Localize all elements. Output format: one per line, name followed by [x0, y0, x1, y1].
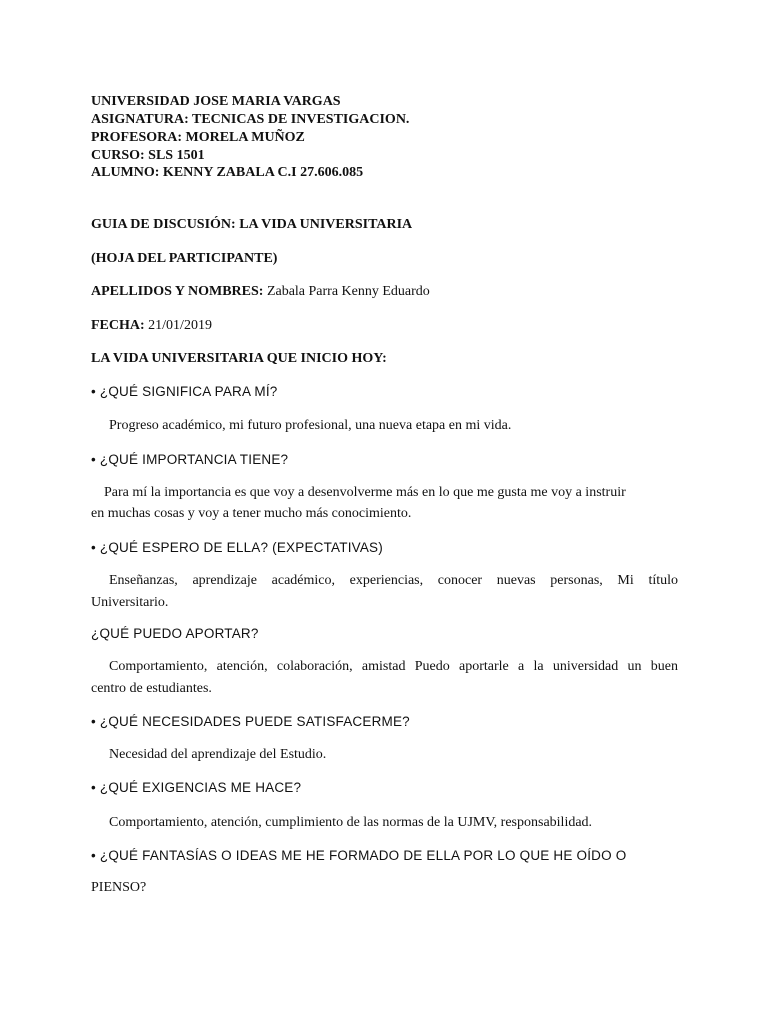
answer-expectations-line1: Enseñanzas, aprendizaje académico, experiencias, conocer nuevas personas, Mi título [109, 573, 678, 588]
answer-contribution-line2: centro de estudiantes. [91, 681, 212, 696]
question-fantasies-line1: • ¿QUÉ FANTASÍAS O IDEAS ME HE FORMADO DE ELLA POR LO QUE HE OÍDO O [91, 848, 627, 863]
answer-needs: Necesidad del aprendizaje del Estudio. [109, 747, 327, 762]
section-heading: LA VIDA UNIVERSITARIA QUE INICIO HOY: [91, 351, 387, 366]
answer-contribution [91, 656, 678, 700]
answer-demands: Comportamiento, atención, cumplimiento de las normas de la UJMV, responsabilidad. [109, 815, 593, 830]
university-name: UNIVERSIDAD JOSE MARIA VARGAS [91, 94, 341, 109]
student-line: ALUMNO: KENNY ZABALA C.I 27.606.085 [91, 165, 364, 180]
date-value: 21/01/2019 [144, 318, 212, 333]
question-contribution: ¿QUÉ PUEDO APORTAR? [91, 626, 259, 641]
names-value: Zabala Parra Kenny Eduardo [263, 284, 430, 299]
date-line [91, 317, 212, 335]
names-line [91, 283, 430, 301]
subject-line: ASIGNATURA: TECNICAS DE INVESTIGACION. [91, 112, 410, 127]
guide-subtitle: (HOJA DEL PARTICIPANTE) [91, 251, 278, 266]
question-meaning: • ¿QUÉ SIGNIFICA PARA MÍ? [91, 384, 278, 399]
answer-meaning: Progreso académico, mi futuro profesional, una nueva etapa en mi vida. [109, 418, 512, 433]
names-label: APELLIDOS Y NOMBRES: [91, 284, 264, 299]
guide-title: GUIA DE DISCUSIÓN: LA VIDA UNIVERSITARIA [91, 217, 413, 232]
question-importance: • ¿QUÉ IMPORTANCIA TIENE? [91, 452, 289, 467]
question-fantasies-line2: PIENSO? [91, 880, 147, 895]
answer-importance-line1: Para mí la importancia es que voy a desenvolverme más en lo que me gusta me voy a instruir [104, 485, 626, 500]
date-label: FECHA: [91, 318, 145, 333]
course-line: CURSO: SLS 1501 [91, 148, 205, 163]
question-expectations: • ¿QUÉ ESPERO DE ELLA? (EXPECTATIVAS) [91, 540, 383, 555]
answer-expectations [91, 570, 678, 614]
answer-expectations-line2: Universitario. [91, 595, 169, 610]
answer-contribution-line1: Comportamiento, atención, colaboración, amistad Puedo aportarle a la universidad un buen [109, 659, 678, 674]
answer-importance-line2: en muchas cosas y voy a tener mucho más conocimiento. [91, 506, 412, 521]
teacher-line: PROFESORA: MORELA MUÑOZ [91, 130, 305, 145]
question-demands: • ¿QUÉ EXIGENCIAS ME HACE? [91, 780, 302, 795]
question-needs: • ¿QUÉ NECESIDADES PUEDE SATISFACERME? [91, 714, 410, 729]
